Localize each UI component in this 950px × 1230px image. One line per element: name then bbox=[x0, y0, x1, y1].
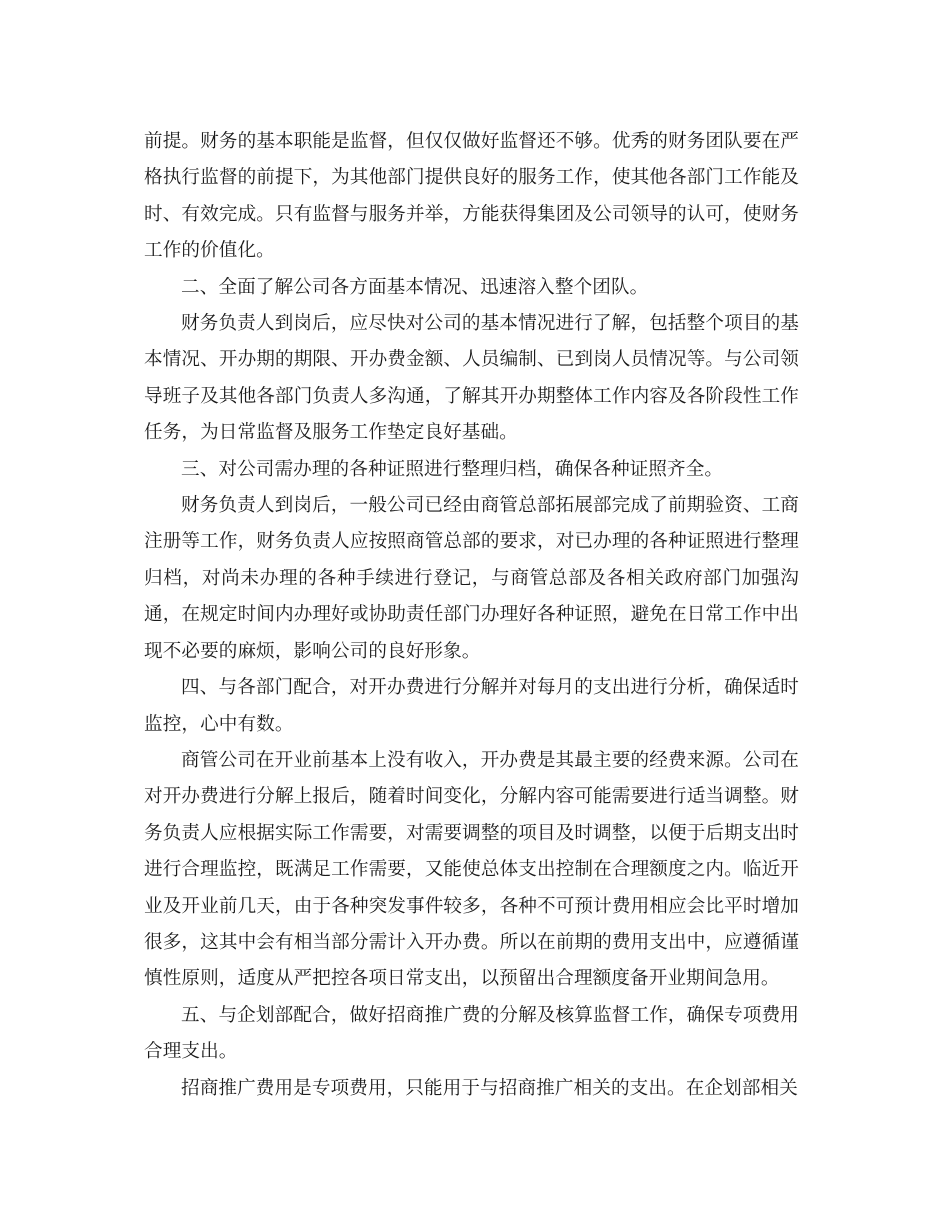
section-heading-4: 四、与各部门配合，对开办费进行分解并对每月的支出进行分析，确保适时监控，心中有数。 bbox=[144, 677, 799, 735]
section-heading-5: 五、与企划部配合，做好招商推广费的分解及核算监督工作，确保专项费用合理支出。 bbox=[144, 1004, 799, 1063]
paragraph-body: 招商推广费用是专项费用，只能用于与招商推广相关的支出。在企划部相关 bbox=[181, 1077, 798, 1099]
paragraph-continuation: 前提。财务的基本职能是监督，但仅仅做好监督还不够。优秀的财务团队要在严格执行监督的前提下，为其他部门提供良好的服务工作，使其他各部门工作能及时、有效完成。只有监督与服务并举，方能获得集团及公司领导的认可，使财务工作的价值化。 bbox=[144, 131, 799, 262]
paragraph-body: 财务负责人到岗后，应尽快对公司的基本情况进行了解，包括整个项目的基本情况、开办期的期限、开办费金额、人员编制、已到岗人员情况等。与公司领导班子及其他各部门负责人多沟通，了解其开办期整体工作内容及各阶段性工作任务，为日常监督及服务工作垫定良好基础。 bbox=[144, 313, 799, 444]
document-body bbox=[144, 124, 799, 1107]
section-heading-2: 二、全面了解公司各方面基本情况、迅速溶入整个团队。 bbox=[181, 276, 649, 298]
paragraph-body: 商管公司在开业前基本上没有收入，开办费是其最主要的经费来源。公司在对开办费进行分解上报后，随着时间变化，分解内容可能需要进行适当调整。财务负责人应根据实际工作需要，对需要调整的项目及时调整，以便于后期支出时进行合理监控，既满足工作需要，又能使总体支出控制在合理额度之内。临近开业及开业前几天，由于各种突发事件较多，各种不可预计费用相应会比平时增加很多，这其中会有相当部分需计入开办费。所以在前期的费用支出中，应遵循谨慎性原则，适度从严把控各项日常支出，以预留出合理额度备开业期间急用。 bbox=[144, 749, 799, 990]
section-heading-3: 三、对公司需办理的各种证照进行整理归档，确保各种证照齐全。 bbox=[181, 458, 724, 480]
paragraph-body: 财务负责人到岗后，一般公司已经由商管总部拓展部完成了前期验资、工商注册等工作，财务负责人应按照商管总部的要求，对已办理的各种证照进行整理归档，对尚未办理的各种手续进行登记，与商管总部及各相关政府部门加强沟通，在规定时间内办理好或协助责任部门办理好各种证照，避免在日常工作中出现不必要的麻烦，影响公司的良好形象。 bbox=[144, 495, 799, 662]
